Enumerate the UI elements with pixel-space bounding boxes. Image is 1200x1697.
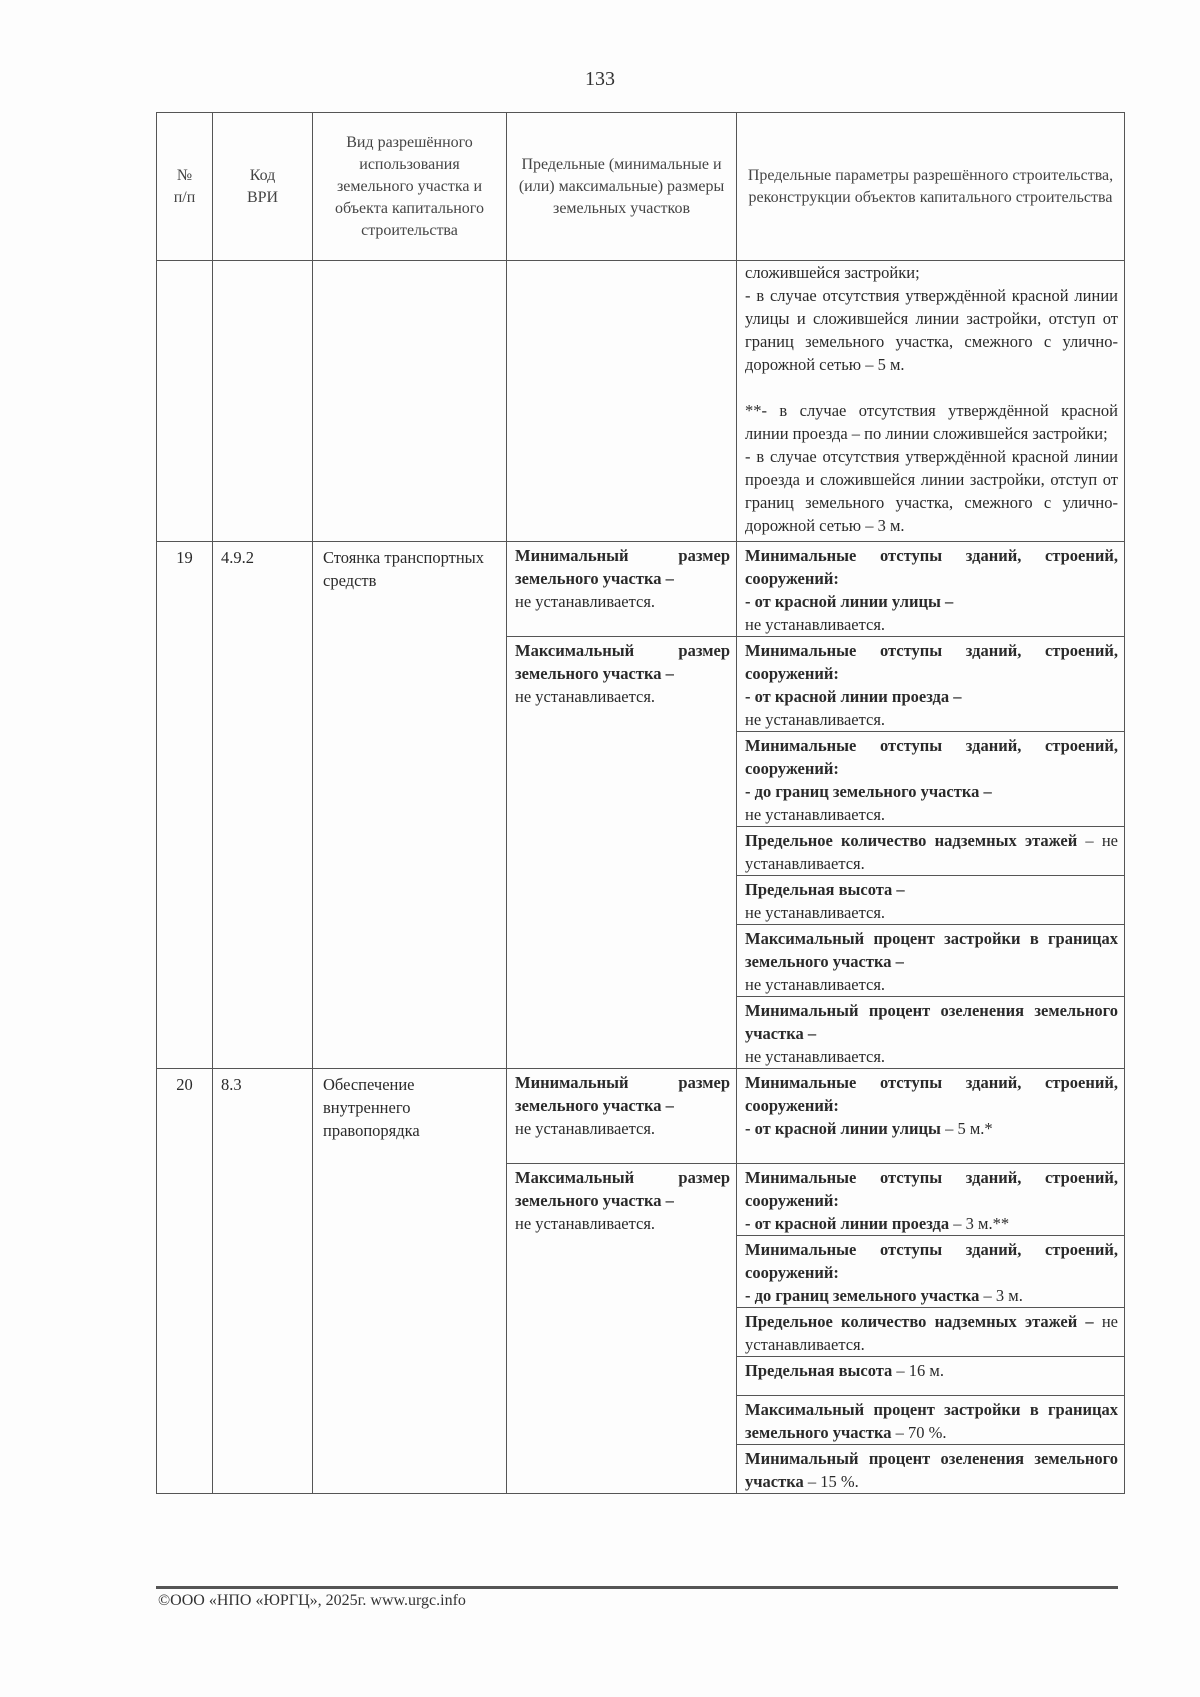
row19-code: 4.9.2	[213, 542, 313, 1069]
page-number: 133	[585, 68, 615, 90]
header-kind: Вид разрешённого использования земельного участка и объекта капитального строительства	[313, 113, 507, 261]
footer-divider	[156, 1586, 1118, 1589]
row20-param-6: Максимальный процент застройки в границах земельного участка – 70 %.	[737, 1396, 1125, 1445]
row20-code: 8.3	[213, 1069, 313, 1494]
table-row-continuation	[157, 261, 1125, 542]
row20-name: Обеспечение внутреннего правопорядка	[313, 1069, 507, 1494]
row19-min-size: Минимальный размер земельного участка – не устанавливается.	[507, 542, 737, 637]
row20-param-1: Минимальные отступы зданий, строений, сооружений: - от красной линии улицы – 5 м.*	[737, 1069, 1125, 1164]
table-header-row	[157, 113, 1125, 261]
row20-min-size: Минимальный размер земельного участка – не устанавливается.	[507, 1069, 737, 1164]
row20-param-3: Минимальные отступы зданий, строений, сооружений: - до границ земельного участка – 3 м.	[737, 1236, 1125, 1308]
row19-param-3: Минимальные отступы зданий, строений, сооружений: - до границ земельного участка – не устанавливается.	[737, 732, 1125, 827]
header-sizes: Предельные (минимальные и (или) максимальные) размеры земельных участков	[507, 113, 737, 261]
row20-max-size: Максимальный размер земельного участка – не устанавливается.	[507, 1164, 737, 1494]
regulations-table	[156, 112, 1125, 1494]
row19-param-2: Минимальные отступы зданий, строений, сооружений: - от красной линии проезда – не устанавливается.	[737, 637, 1125, 732]
row20-param-4: Предельное количество надземных этажей – не устанавливается.	[737, 1308, 1125, 1357]
row20-param-7: Минимальный процент озеленения земельного участка – 15 %.	[737, 1445, 1125, 1494]
row20-num: 20	[157, 1069, 213, 1494]
table-row-20	[157, 1069, 1125, 1164]
row19-param-6: Максимальный процент застройки в границах земельного участка – не устанавливается.	[737, 925, 1125, 997]
row19-name: Стоянка транспортных средств	[313, 542, 507, 1069]
header-num: № п/п	[157, 113, 213, 261]
row19-param-4: Предельное количество надземных этажей – не устанавливается.	[737, 827, 1125, 876]
row19-param-5: Предельная высота – не устанавливается.	[737, 876, 1125, 925]
continuation-cell: сложившейся застройки; - в случае отсутствия утверждённой красной линии улицы и сложившейся линии застройки, отступ от границ земельного участка, смежного с улично-дорожной сетью – 5 м. **- в случае отсутствия утверждённой красной линии проезда – по линии сложившейся застройки; - в случае отсутствия утверждённой красной линии проезда и сложившейся линии застройки, отступ от границ земельного участка, смежного с улично-дорожной сетью – 3 м.	[737, 261, 1125, 542]
row19-max-size: Максимальный размер земельного участка – не устанавливается.	[507, 637, 737, 1069]
header-code: Код ВРИ	[213, 113, 313, 261]
header-params: Предельные параметры разрешённого строительства, реконструкции объектов капитального строительства	[737, 113, 1125, 261]
table-row-19	[157, 542, 1125, 637]
footer-copyright: ©ООО «НПО «ЮРГЦ», 2025г. www.urgc.info	[158, 1592, 466, 1609]
row20-param-2: Минимальные отступы зданий, строений, сооружений: - от красной линии проезда – 3 м.**	[737, 1164, 1125, 1236]
row19-num: 19	[157, 542, 213, 1069]
row20-param-5: Предельная высота – 16 м.	[737, 1357, 1125, 1396]
row19-param-1: Минимальные отступы зданий, строений, сооружений: - от красной линии улицы – не устанавливается.	[737, 542, 1125, 637]
row19-param-7: Минимальный процент озеленения земельного участка – не устанавливается.	[737, 997, 1125, 1069]
